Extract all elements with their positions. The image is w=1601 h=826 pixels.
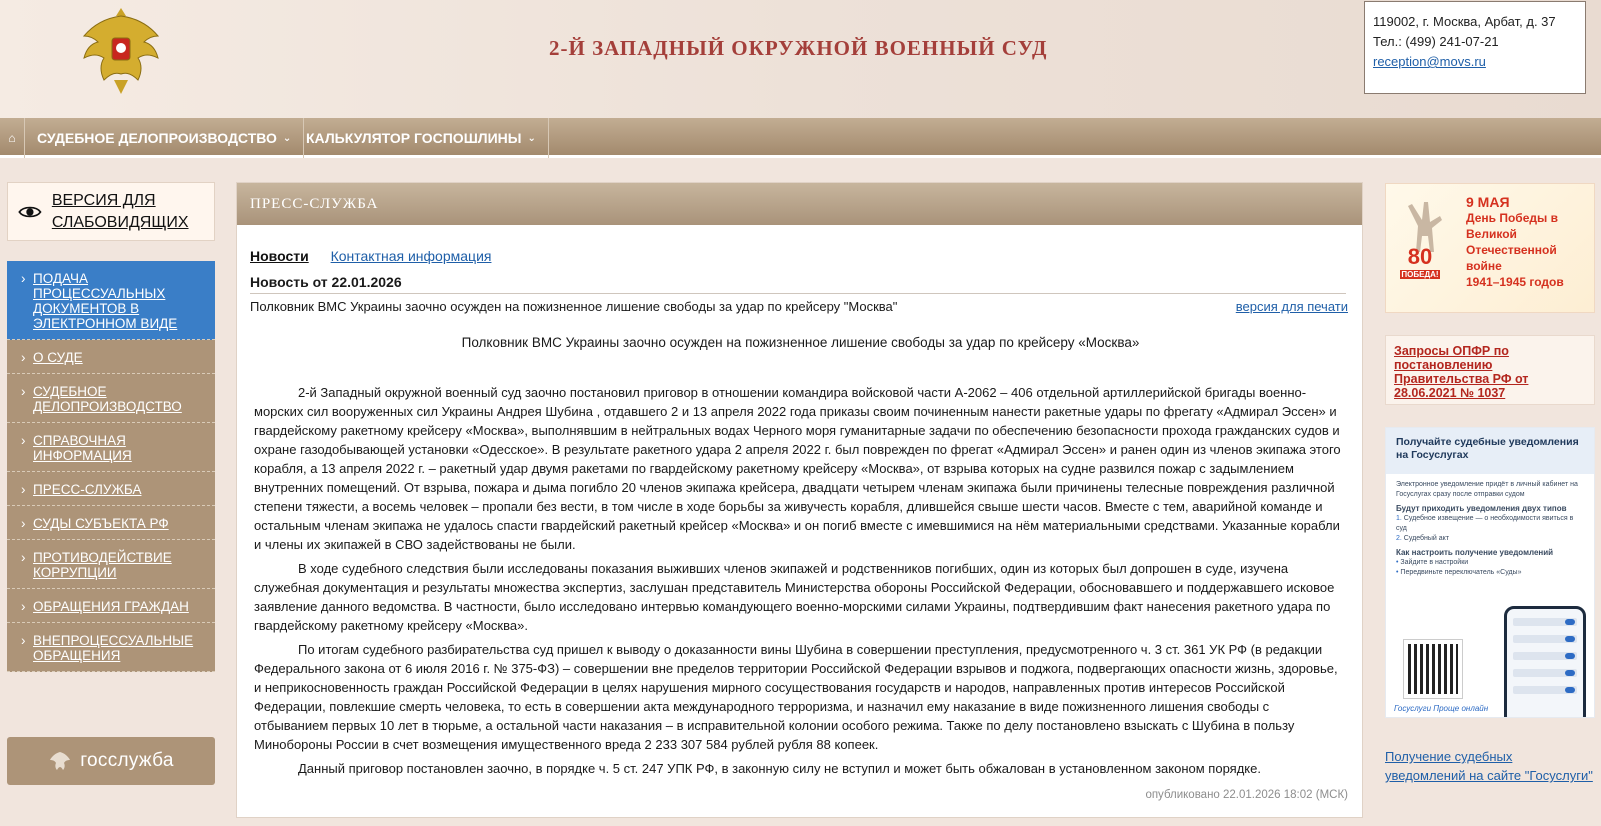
home-icon[interactable]: ⌂ — [0, 118, 25, 158]
article-body — [254, 383, 1347, 783]
low-vision-label: ВЕРСИЯ ДЛЯ СЛАБОВИДЯЩИХ — [51, 191, 189, 231]
news-headline: Полковник ВМС Украины заочно осужден на пожизненное лишение свободы за удар по крейсеру "Москва" — [250, 299, 898, 314]
sidebar-item-anti-corruption[interactable] — [7, 540, 215, 589]
article-title: Полковник ВМС Украины заочно осужден на пожизненное лишение свободы за удар по крейсеру «Москва» — [461, 335, 1140, 350]
nav-item-label: КАЛЬКУЛЯТОР ГОСПОШЛИНЫ — [306, 130, 522, 146]
gosu-banner-head: Получайте судебные уведомления на Госуслугах — [1386, 428, 1594, 474]
sidebar-item-label: СПРАВОЧНАЯ ИНФОРМАЦИЯ — [33, 433, 132, 463]
site-title: 2-Й ЗАПАДНЫЙ ОКРУЖНОЙ ВОЕННЫЙ СУД — [549, 36, 1048, 60]
eagle-icon — [48, 749, 72, 773]
section-title: ПРЕСС-СЛУЖБА — [237, 183, 1362, 225]
sidebar-item-label: ОБРАЩЕНИЯ ГРАЖДАН — [33, 599, 189, 614]
sidebar-item-label: ПРОТИВОДЕЙСТВИЕ КОРРУПЦИИ — [33, 550, 172, 580]
sidebar-item-about[interactable] — [7, 340, 215, 374]
chevron-right-icon: › — [21, 599, 26, 614]
tabs — [250, 248, 491, 264]
chevron-right-icon: › — [21, 350, 26, 365]
gosu-footer: Госуслуги Проще онлайн — [1394, 704, 1489, 713]
sidebar-item-e-filing[interactable] — [7, 261, 215, 340]
gosu-step-1: • Зайдите в настройки — [1396, 559, 1469, 566]
gossluzhba-label: госслужба — [80, 750, 174, 771]
contact-email-link[interactable]: reception@movs.ru — [1373, 54, 1486, 69]
gosu-intro: Электронное уведомление придёт в личный кабинет на Госуслугах сразу после отправки судом — [1396, 481, 1578, 498]
tab-news[interactable]: Новости — [250, 248, 309, 264]
article-paragraph: По итогам судебного разбирательства суд пришел к выводу о доказанности вины Шубина в совершении преступления, предусмотренного ч. 3 ст. 361 УК РФ (в редакции Федерального закона от 6 июля 2016 г. № 375-ФЗ) – совершении вне пределов территории Российской Федерации взрывов и поджога, подвергающих опасности жизнь, здоровье, и неприкосновенность граждан Российской Федерации в целях нарушения мирного сосуществования государств и народов, направленных против интересов Российской Федерации, повлекшие смерть человека, то есть в совершении акта международного терроризма, и назначил ему наказание в виде пожизненного лишения свободы с отбыванием первых 10 лет в тюрьме, а остальной части наказания – в исправительной колонии особого режима. Также по делу постановлено взыскать с Шубина в пользу Минобороны России в счет возмещения имущественного вреда 2 233 307 584 рублей рубля 88 копеек. — [254, 642, 1338, 752]
sidebar-item-press[interactable] — [7, 472, 215, 506]
chevron-right-icon: › — [21, 550, 26, 565]
nav-item-fee-calculator[interactable] — [294, 118, 549, 158]
badge-number: 80 — [1407, 244, 1433, 269]
victory-day-banner[interactable] — [1385, 183, 1595, 313]
sidebar-item-citizen-appeals[interactable] — [7, 589, 215, 623]
chevron-down-icon: ⌄ — [282, 132, 292, 144]
chevron-right-icon: › — [21, 433, 26, 448]
sidebar-menu — [7, 261, 215, 672]
gosuslugi-notifications-link[interactable]: Получение судебных уведомлений на сайте "Госуслуги" — [1385, 749, 1593, 783]
may-years: 1941–1945 годов — [1466, 275, 1564, 289]
contact-phone: Тел.: (499) 241-07-21 — [1373, 34, 1499, 49]
eye-icon — [18, 200, 42, 224]
badge-text: ПОБЕДА! — [1401, 270, 1439, 279]
may-caption: День Победы в Великой Отечественной войне — [1466, 211, 1558, 273]
article-paragraph: Данный приговор постановлен заочно, в порядке ч. 5 ст. 247 УПК РФ, в законную силу не вступил и может быть обжалован в установленном законом порядке. — [298, 761, 1261, 776]
gosuslugi-notifications-banner[interactable] — [1385, 427, 1595, 718]
chevron-right-icon: › — [21, 633, 26, 648]
tab-contacts[interactable]: Контактная информация — [330, 248, 492, 264]
victory-day-text — [1466, 194, 1594, 290]
gossluzhba-banner[interactable] — [7, 737, 215, 785]
gosu-types-title: Будут приходить уведомления двух типов — [1396, 504, 1567, 513]
chevron-right-icon: › — [21, 482, 26, 497]
sidebar-item-label: ПРЕСС-СЛУЖБА — [33, 482, 142, 497]
gosu-step-2: • Передвиньте переключатель «Суды» — [1396, 569, 1522, 576]
chevron-right-icon: › — [21, 271, 26, 286]
russian-coat-of-arms-icon — [76, 2, 166, 98]
may-date: 9 МАЯ — [1466, 194, 1510, 210]
gosu-type-2: 2. Судебный акт — [1396, 535, 1450, 542]
sidebar-item-regional-courts[interactable] — [7, 506, 215, 540]
site-header — [0, 0, 1601, 118]
article-paragraph: 2-й Западный окружной военный суд заочно постановил приговор в отношении командира войсковой части А-2062 – 406 отдельной артиллерийской бригады военно-морских сил вооруженных сил Украины Андрея Шубина , отдавшего 2 и 13 апреля 2022 года приказы своим починенным нанести ракетные удары по фрегату «Адмирал Эссен» и гвардейскому ракетному крейсеру «Москва», выполнявшим в нейтральных водах Черного моря гуманитарные задачи по обеспечению безопасности прохода гражданских судов и охране газодобывающей установки «Одесское». В результате ракетного удара 2 апреля 2022 г. был поврежден по фрегат «Адмирал Эссен» и ранен один из членов экипажа этого корабля, а 13 апреля 2022 г. – ракетный удар двумя ракетами по гвардейскому ракетному крейсеру «Москва», от взрыва которых на судне развился пожар с задымлением внутренних помещений. От взрыва, пожара и дыма погибло 20 членов экипажа крейсера, двадцати четырем членам экипажа были причинены телесные повреждения различной степени тяжести, а восемь человек – пропали без вести, в том числе в ходе борьбы за живучесть корабля, длившейся свыше шести часов. Вместе с тем, аварийной команде и остальным членам экипажа не удалось спасти гвардейский ракетный крейсер «Москва» и он погиб вместе с имевшимися на нём материальными средствами. Указанные корабли и члены их экипажей в СВО задействованы не были. — [254, 385, 1341, 552]
nav-item-label: СУДЕБНОЕ ДЕЛОПРОИЗВОДСТВО — [37, 130, 277, 146]
sidebar-item-proceedings[interactable] — [7, 374, 215, 423]
published-timestamp: опубликовано 22.01.2026 18:02 (МСК) — [1145, 789, 1348, 801]
article-paragraph: В ходе судебного следствия были исследованы показания выживших членов экипажей и родственников погибших, один из которых был допрошен в суде, изучена служебная документация и результаты множества экспертиз, заслушан представитель Министерства обороны Российской Федерации, обосновавшего и поддержавшего исковое заявление данного ведомства. В частности, было исследовано интервью командующего военно-морскими силами Украины, подтвердившим факт нанесения ракетного удара по гвардейскому ракетному крейсеру «Москва». — [254, 561, 1335, 633]
qr-code-icon — [1404, 640, 1462, 698]
opfr-requests-link[interactable]: Запросы ОПФР по постановлению Правительства РФ от 28.06.2021 № 1037 — [1385, 335, 1595, 405]
eighty-badge — [1400, 244, 1440, 294]
chevron-down-icon: ⌄ — [527, 132, 536, 144]
main-nav — [0, 118, 1601, 158]
gosu-setup-title: Как настроить получение уведомлений — [1396, 548, 1554, 557]
main-panel — [236, 182, 1363, 818]
sidebar-item-extra-procedural[interactable] — [7, 623, 215, 672]
phone-mockup-icon — [1504, 606, 1586, 718]
chevron-right-icon: › — [21, 516, 26, 531]
divider — [250, 293, 1346, 294]
sidebar-item-label: ВНЕПРОЦЕССУАЛЬНЫЕ ОБРАЩЕНИЯ — [33, 633, 194, 663]
nav-item-court-proceedings[interactable] — [25, 118, 304, 158]
sidebar-item-label: СУДЕБНОЕ ДЕЛОПРОИЗВОДСТВО — [33, 384, 182, 414]
sidebar-item-label: О СУДЕ — [33, 350, 83, 365]
contact-address: 119002, г. Москва, Арбат, д. 37 — [1373, 14, 1556, 29]
gosu-type-1: 1. Судебное извещение — о необходимости явиться в суд — [1396, 515, 1574, 532]
sidebar-item-label: СУДЫ СУБЪЕКТА РФ — [33, 516, 169, 531]
low-vision-version-link[interactable] — [7, 182, 215, 241]
news-date: Новость от 22.01.2026 — [250, 274, 402, 290]
chevron-right-icon: › — [21, 384, 26, 399]
sidebar-item-reference[interactable] — [7, 423, 215, 472]
sidebar-item-label: ПОДАЧА ПРОЦЕССУАЛЬНЫХ ДОКУМЕНТОВ В ЭЛЕКТРОННОМ ВИДЕ — [33, 271, 178, 331]
contact-box — [1364, 1, 1586, 94]
print-version-link[interactable]: версия для печати — [1235, 299, 1348, 314]
gosu-banner-body — [1386, 474, 1594, 584]
